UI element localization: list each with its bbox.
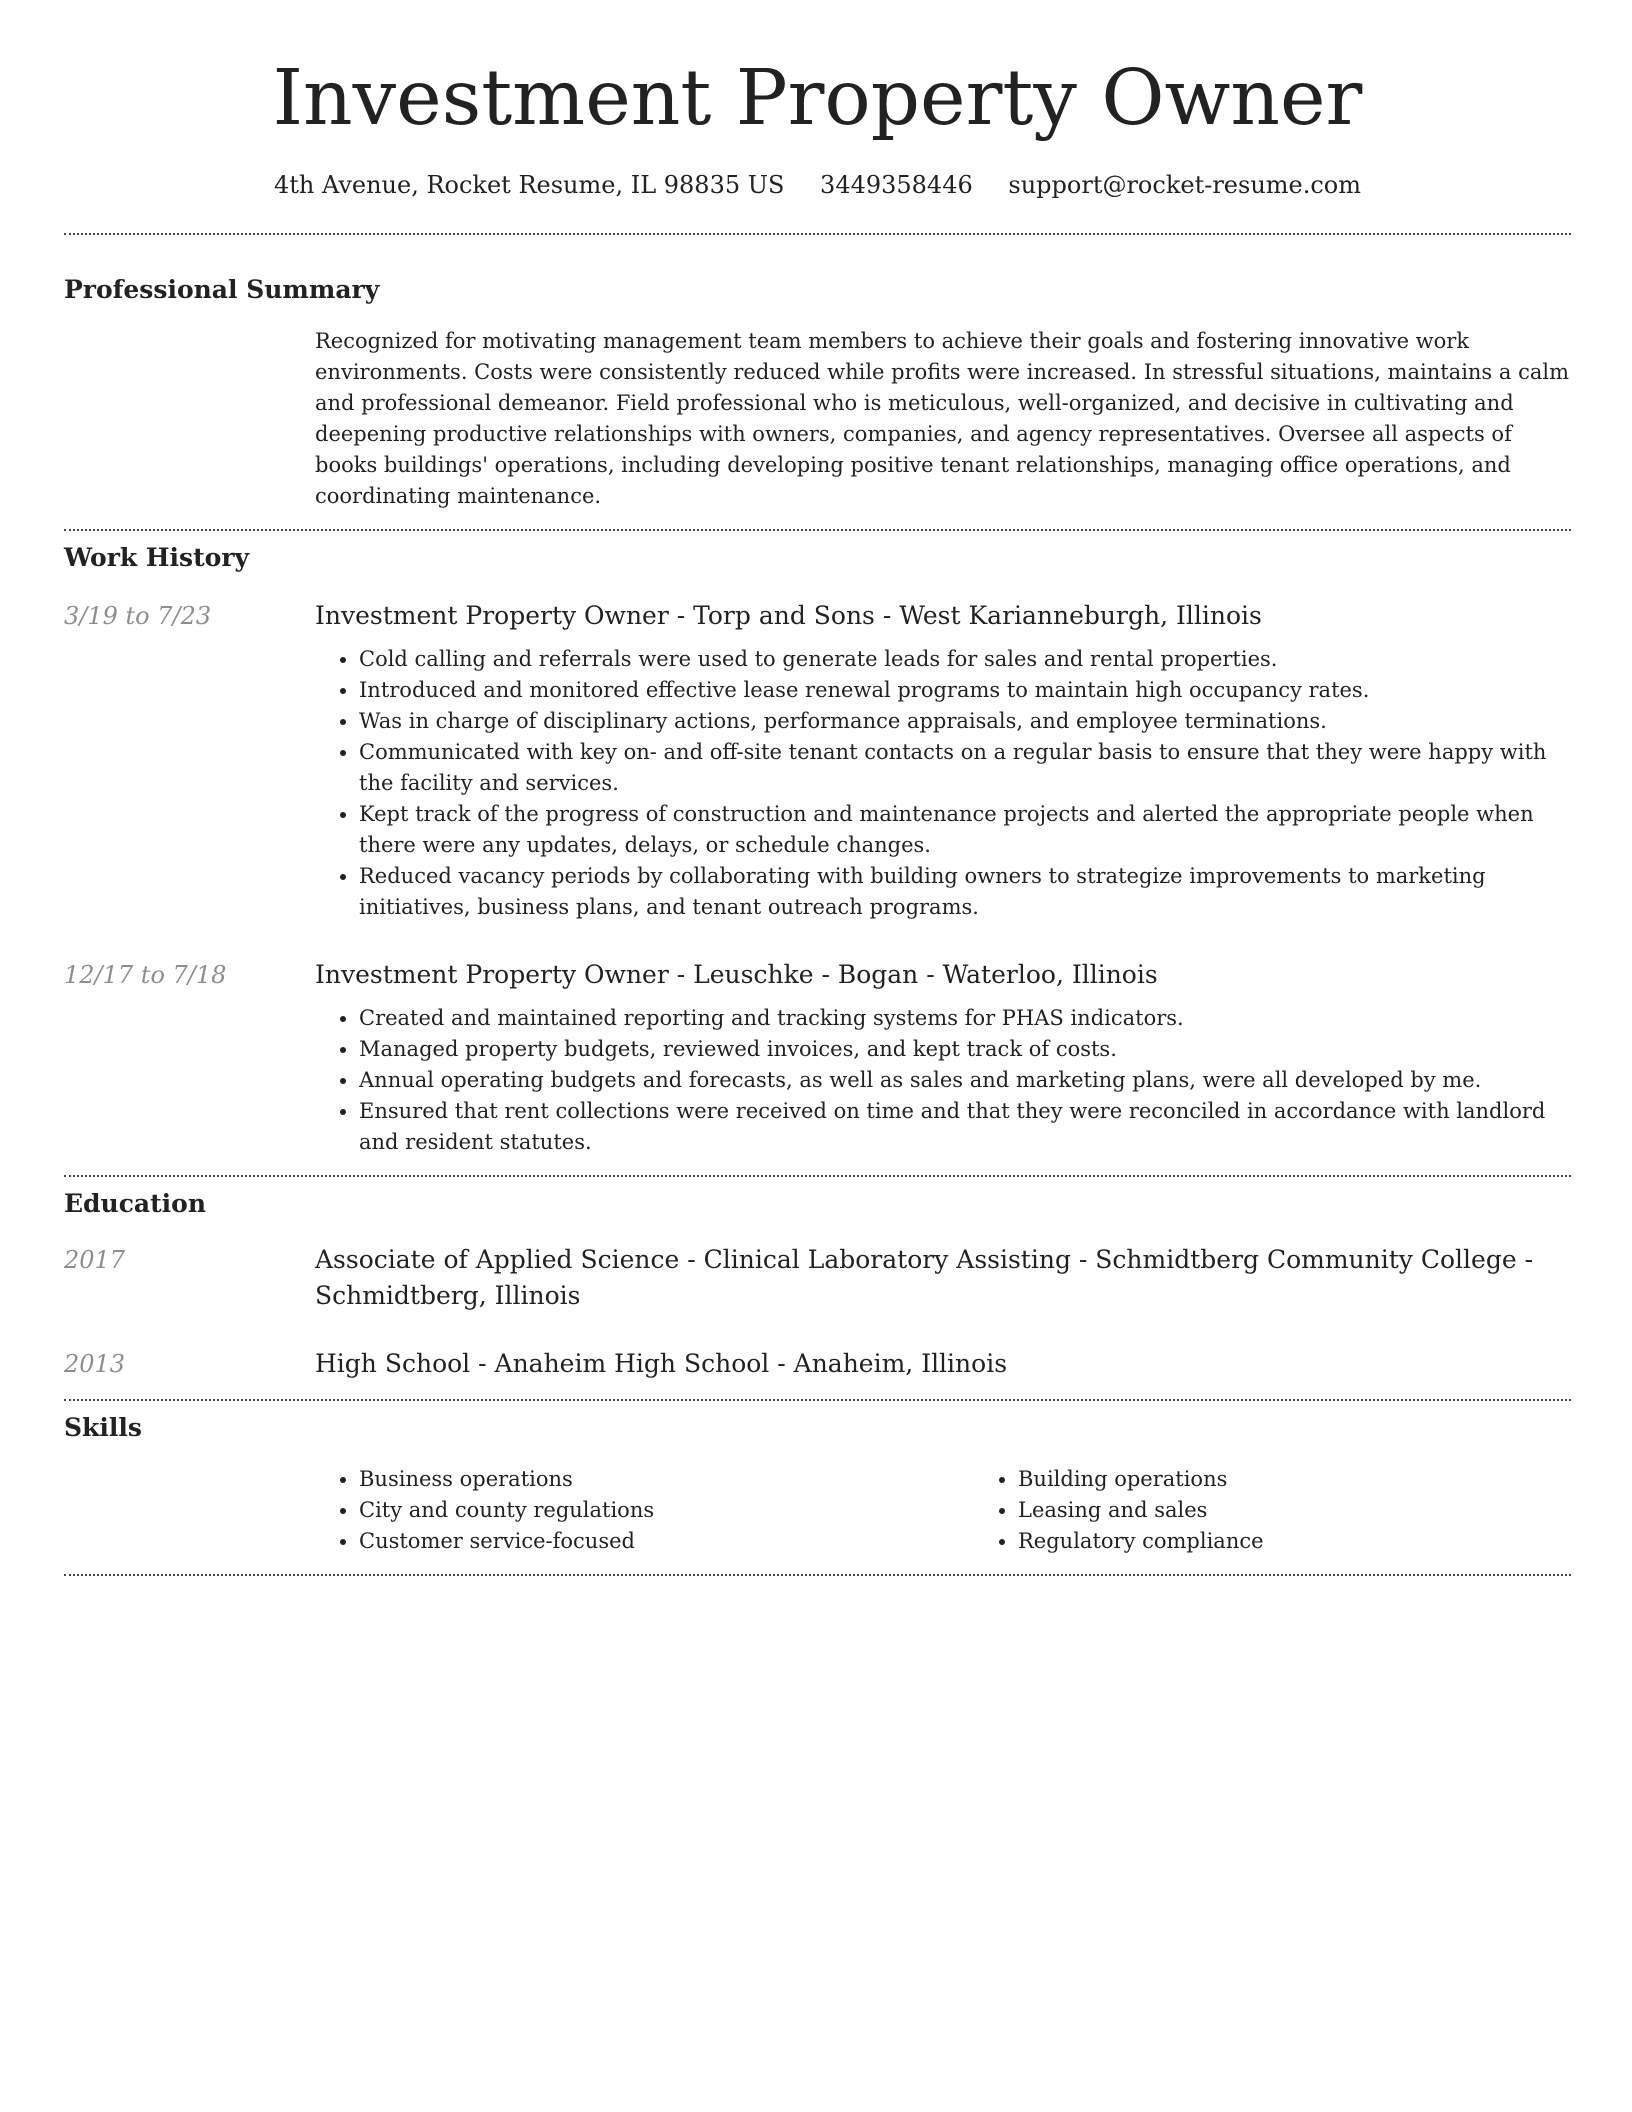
section-divider [64, 529, 1571, 531]
job-title: Investment Property Owner - Torp and Sons - West Karianneburgh, Illinois [315, 601, 1262, 630]
job-bullet: • Cold calling and referrals were used to generate leads for sales and rental properties. [359, 644, 1571, 675]
job-bullet: • Kept track of the progress of construction and maintenance projects and alerted the appropriate people when there were any updates, delays, or schedule changes. [359, 799, 1571, 861]
job-bullet: • Annual operating budgets and forecasts, as well as sales and marketing plans, were all developed by me. [359, 1065, 1571, 1096]
skills-list-right [974, 1464, 1632, 1557]
skill-item: • Customer service-focused [359, 1526, 974, 1557]
job-dates: 12/17 to 7/18 [64, 961, 227, 989]
education-title: High School - Anaheim High School - Anaheim, Illinois [315, 1349, 1008, 1378]
contact-address: 4th Avenue, Rocket Resume, IL 98835 US [273, 171, 785, 199]
job-bullet: • Introduced and monitored effective lease renewal programs to maintain high occupancy rates. [359, 675, 1571, 706]
job-bullet: • Was in charge of disciplinary actions, performance appraisals, and employee terminations. [359, 706, 1571, 737]
education-heading: Education [64, 1189, 207, 1218]
section-divider [64, 1175, 1571, 1177]
job-bullet: • Communicated with key on- and off-site tenant contacts on a regular basis to ensure that they were happy with the facility and services. [359, 737, 1571, 799]
summary-row [64, 326, 1571, 512]
education-year: 2013 [64, 1350, 126, 1378]
job-bullets [315, 644, 1571, 923]
job-entry [64, 598, 1571, 923]
skills-heading: Skills [64, 1413, 142, 1442]
job-dates: 3/19 to 7/23 [64, 602, 212, 630]
resume-name: Investment Property Owner [272, 54, 1363, 143]
summary-text: Recognized for motivating management team members to achieve their goals and fostering innovative work environments. Costs were consistently reduced while profits were increased. In stressful situations, maintains a calm and professional demeanor. Field professional who is meticulous, well-organized, and decisive in cultivating and deepening productive relationships with owners, companies, and agency representatives. Oversee all aspects of books buildings' operations, including developing positive tenant relationships, managing office operations, and coordinating maintenance. [315, 329, 1569, 508]
work-history-heading: Work History [64, 543, 250, 572]
job-bullets [315, 1003, 1571, 1158]
resume-page [64, 0, 1571, 1576]
skill-item: • Leasing and sales [1018, 1495, 1632, 1526]
education-entry [64, 1242, 1571, 1314]
contact-line [64, 171, 1571, 199]
section-divider [64, 1574, 1571, 1576]
education-entry [64, 1346, 1571, 1382]
job-title: Investment Property Owner - Leuschke - Bogan - Waterloo, Illinois [315, 960, 1158, 989]
skill-item: • City and county regulations [359, 1495, 974, 1526]
job-entry [64, 957, 1571, 1158]
job-bullet: • Managed property budgets, reviewed invoices, and kept track of costs. [359, 1034, 1571, 1065]
section-divider [64, 233, 1571, 235]
job-bullet: • Reduced vacancy periods by collaborating with building owners to strategize improvements to marketing initiatives, business plans, and tenant outreach programs. [359, 861, 1571, 923]
skills-row [64, 1464, 1571, 1557]
skill-item: • Regulatory compliance [1018, 1526, 1632, 1557]
skills-grid [315, 1464, 1571, 1557]
job-bullet: • Ensured that rent collections were received on time and that they were reconciled in accordance with landlord and resident statutes. [359, 1096, 1571, 1158]
section-divider [64, 1399, 1571, 1401]
education-title: Associate of Applied Science - Clinical Laboratory Assisting - Schmidtberg Community College - Schmidtberg, Illinois [315, 1245, 1534, 1310]
contact-email: support@rocket-resume.com [1008, 171, 1362, 199]
education-year: 2017 [64, 1246, 126, 1274]
contact-phone: 3449358446 [820, 171, 973, 199]
skill-item: • Business operations [359, 1464, 974, 1495]
skill-item: • Building operations [1018, 1464, 1632, 1495]
summary-heading: Professional Summary [64, 275, 380, 304]
skills-list-left [315, 1464, 974, 1557]
job-bullet: • Created and maintained reporting and tracking systems for PHAS indicators. [359, 1003, 1571, 1034]
